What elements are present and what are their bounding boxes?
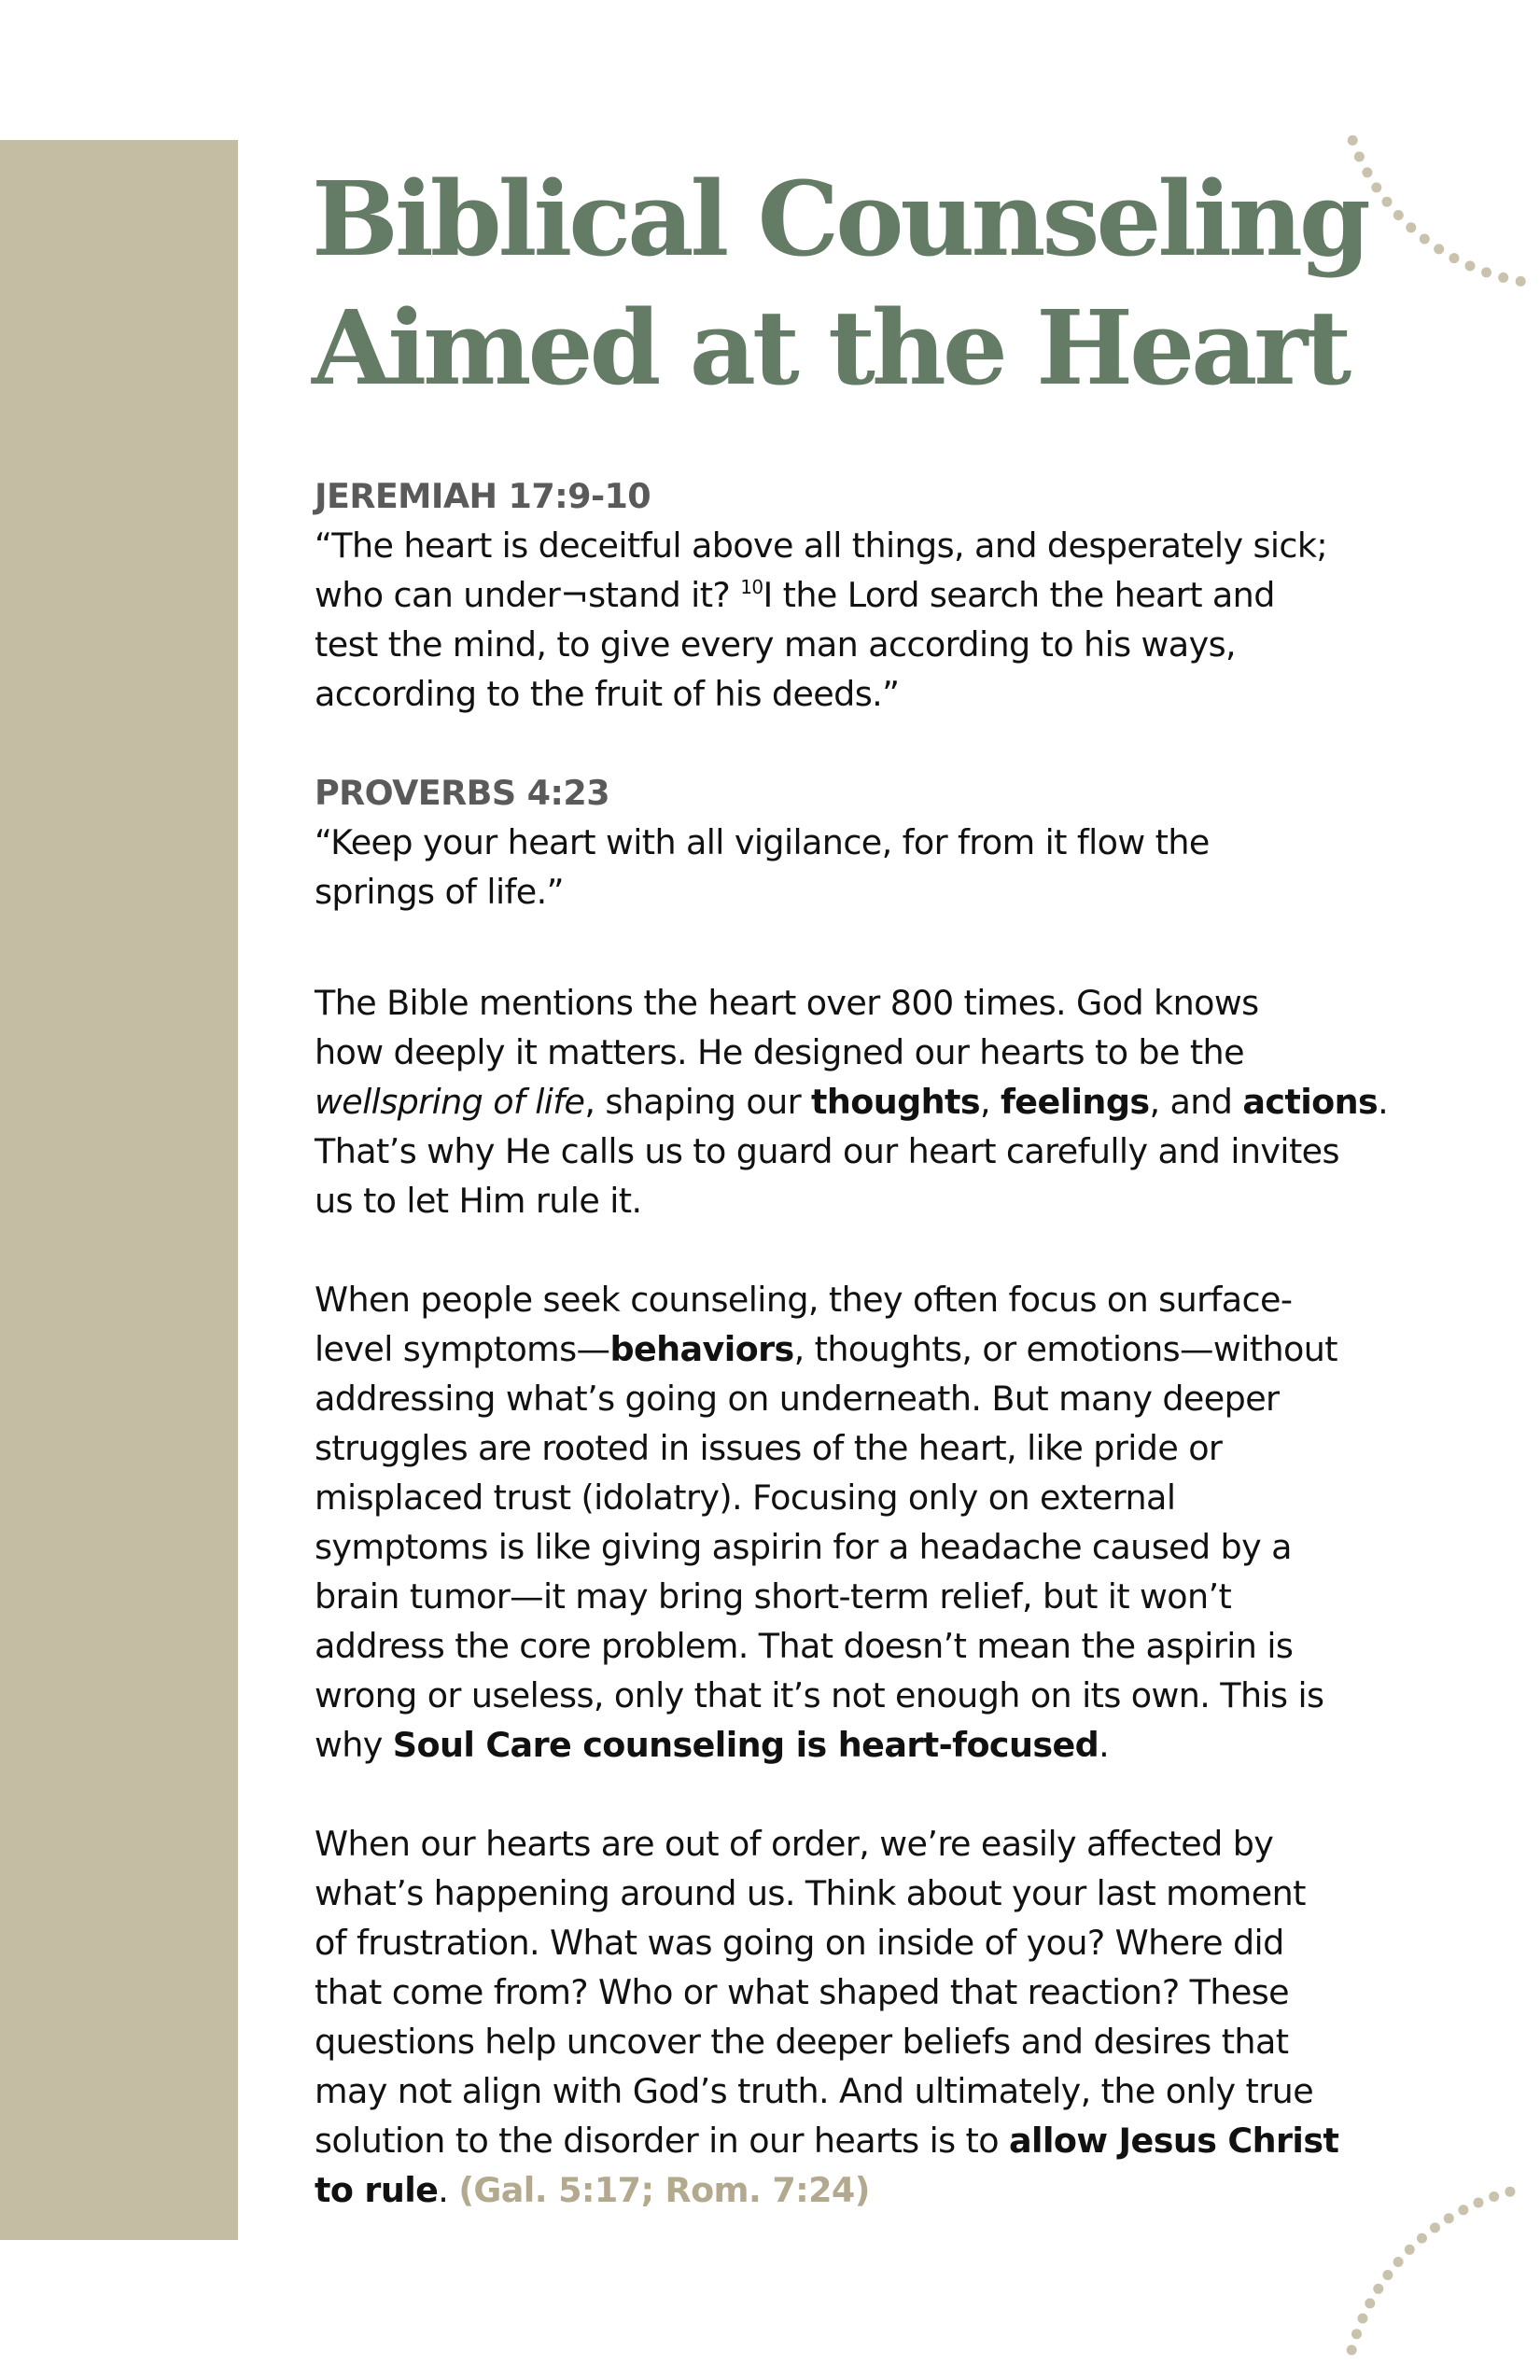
- paragraph-line: address the core problem. That doesn’t mean the aspirin is: [315, 1626, 1294, 1666]
- text-span: , thoughts, or emotions—without: [793, 1329, 1337, 1369]
- paragraph-line: us to let Him rule it.: [315, 1181, 642, 1221]
- verse-reference: JEREMIAH 17:9-10: [315, 476, 651, 516]
- paragraph-line: [315, 1077, 1397, 1127]
- paragraph-1: [315, 978, 1397, 1225]
- paragraph-line: of frustration. What was going on inside of you? Where did: [315, 1923, 1284, 1963]
- paragraph-line: [315, 2165, 1397, 2215]
- title-line-1: Biblical Counseling: [312, 159, 1367, 279]
- paragraph-line: symptoms is like giving aspirin for a headache caused by a: [315, 1527, 1292, 1567]
- verse-number: 10: [740, 576, 763, 598]
- paragraph-line: [315, 1720, 1397, 1770]
- verse-line: springs of life.”: [315, 872, 564, 912]
- verse-reference: PROVERBS 4:23: [315, 773, 609, 813]
- verse-proverbs: [315, 768, 1397, 917]
- decorative-dot: [1434, 244, 1444, 254]
- decorative-dot: [1417, 2233, 1427, 2244]
- decorative-dot: [1474, 2198, 1484, 2208]
- paragraph-line: may not align with God’s truth. And ultimately, the only true: [315, 2071, 1314, 2111]
- decorative-dot: [1465, 260, 1476, 271]
- decorative-dot: [1516, 276, 1526, 287]
- paragraph-line: struggles are rooted in issues of the heart, like pride or: [315, 1428, 1223, 1468]
- paragraph-line: addressing what’s going on underneath. But many deeper: [315, 1379, 1280, 1419]
- paragraph-3: [315, 1819, 1397, 2215]
- decorative-dot: [1365, 2298, 1375, 2308]
- decorative-dot: [1351, 2329, 1362, 2339]
- decorative-dot: [1430, 2222, 1440, 2233]
- side-color-band: [0, 140, 238, 2240]
- decorative-dot: [1498, 273, 1508, 283]
- paragraph-line: what’s happening around us. Think about your last moment: [315, 1873, 1306, 1913]
- decorative-dot: [1449, 253, 1460, 263]
- paragraph-line: The Bible mentions the heart over 800 times. God knows: [315, 983, 1259, 1023]
- verse-line: “Keep your heart with all vigilance, for from it flow the: [315, 822, 1210, 862]
- bold-text: to rule: [315, 2170, 439, 2210]
- decorative-dot: [1505, 2187, 1515, 2197]
- decorative-dot: [1444, 2213, 1454, 2223]
- bold-text: Soul Care counseling is heart-focused: [392, 1725, 1099, 1765]
- bold-text: behaviors: [609, 1329, 794, 1369]
- decorative-dot: [1405, 2245, 1415, 2255]
- bold-text: thoughts: [811, 1082, 980, 1122]
- paragraph-line: how deeply it matters. He designed our hearts to be the: [315, 1032, 1244, 1072]
- text-span: ,: [980, 1082, 1001, 1122]
- text-span: .: [1099, 1725, 1110, 1765]
- page-title: [312, 155, 1432, 413]
- decorative-dot: [1373, 2284, 1383, 2294]
- verse-text: who can under¬stand it?: [315, 575, 741, 615]
- italic-text: wellspring of life: [315, 1082, 585, 1122]
- paragraph-line: When people seek counseling, they often focus on surface-: [315, 1280, 1293, 1320]
- paragraph-line: questions help uncover the deeper beliefs and desires that: [315, 2022, 1289, 2062]
- text-span: .: [438, 2170, 459, 2210]
- paragraph-line: wrong or useless, only that it’s not enough on its own. This is: [315, 1675, 1324, 1715]
- bold-text: allow Jesus Christ: [1009, 2121, 1339, 2161]
- decorative-dot: [1481, 267, 1491, 277]
- decorative-dot: [1382, 2270, 1393, 2280]
- decorative-dot: [1458, 2205, 1468, 2215]
- text-span: solution to the disorder in our hearts is to: [315, 2121, 1009, 2161]
- decorative-dot: [1358, 2314, 1368, 2324]
- text-span: why: [315, 1725, 393, 1765]
- scripture-citation: (Gal. 5:17; Rom. 7:24): [458, 2170, 870, 2210]
- verse-line: according to the fruit of his deeds.”: [315, 674, 900, 714]
- text-span: level symptoms—: [315, 1329, 610, 1369]
- text-span: .: [1378, 1082, 1389, 1122]
- decorative-dot: [1489, 2191, 1499, 2202]
- decorative-dot: [1347, 2345, 1357, 2355]
- bold-text: actions: [1242, 1082, 1379, 1122]
- verse-line: “The heart is deceitful above all things, and desperately sick;: [315, 525, 1328, 566]
- verse-text: I the Lord search the heart and: [763, 575, 1275, 615]
- paragraph-line: [315, 2116, 1397, 2165]
- verse-jeremiah: [315, 471, 1397, 719]
- bold-text: feelings: [1001, 1082, 1150, 1122]
- decorative-dot: [1348, 135, 1358, 146]
- paragraph-line: When our hearts are out of order, we’re easily affected by: [315, 1824, 1274, 1864]
- paragraph-line: brain tumor—it may bring short-term relief, but it won’t: [315, 1576, 1232, 1617]
- paragraph-line: [315, 1324, 1397, 1374]
- body-content: [315, 471, 1397, 2215]
- verse-line: [315, 570, 1397, 620]
- title-line-2: Aimed at the Heart: [312, 287, 1349, 408]
- text-span: , shaping our: [584, 1082, 812, 1122]
- decorative-dot: [1393, 2257, 1404, 2267]
- paragraph-line: that come from? Who or what shaped that reaction? These: [315, 1972, 1289, 2012]
- paragraph-2: [315, 1275, 1397, 1770]
- paragraph-line: That’s why He calls us to guard our heart carefully and invites: [315, 1131, 1339, 1171]
- verse-line: test the mind, to give every man according to his ways,: [315, 624, 1236, 665]
- paragraph-line: misplaced trust (idolatry). Focusing only on external: [315, 1477, 1176, 1518]
- text-span: , and: [1149, 1082, 1243, 1122]
